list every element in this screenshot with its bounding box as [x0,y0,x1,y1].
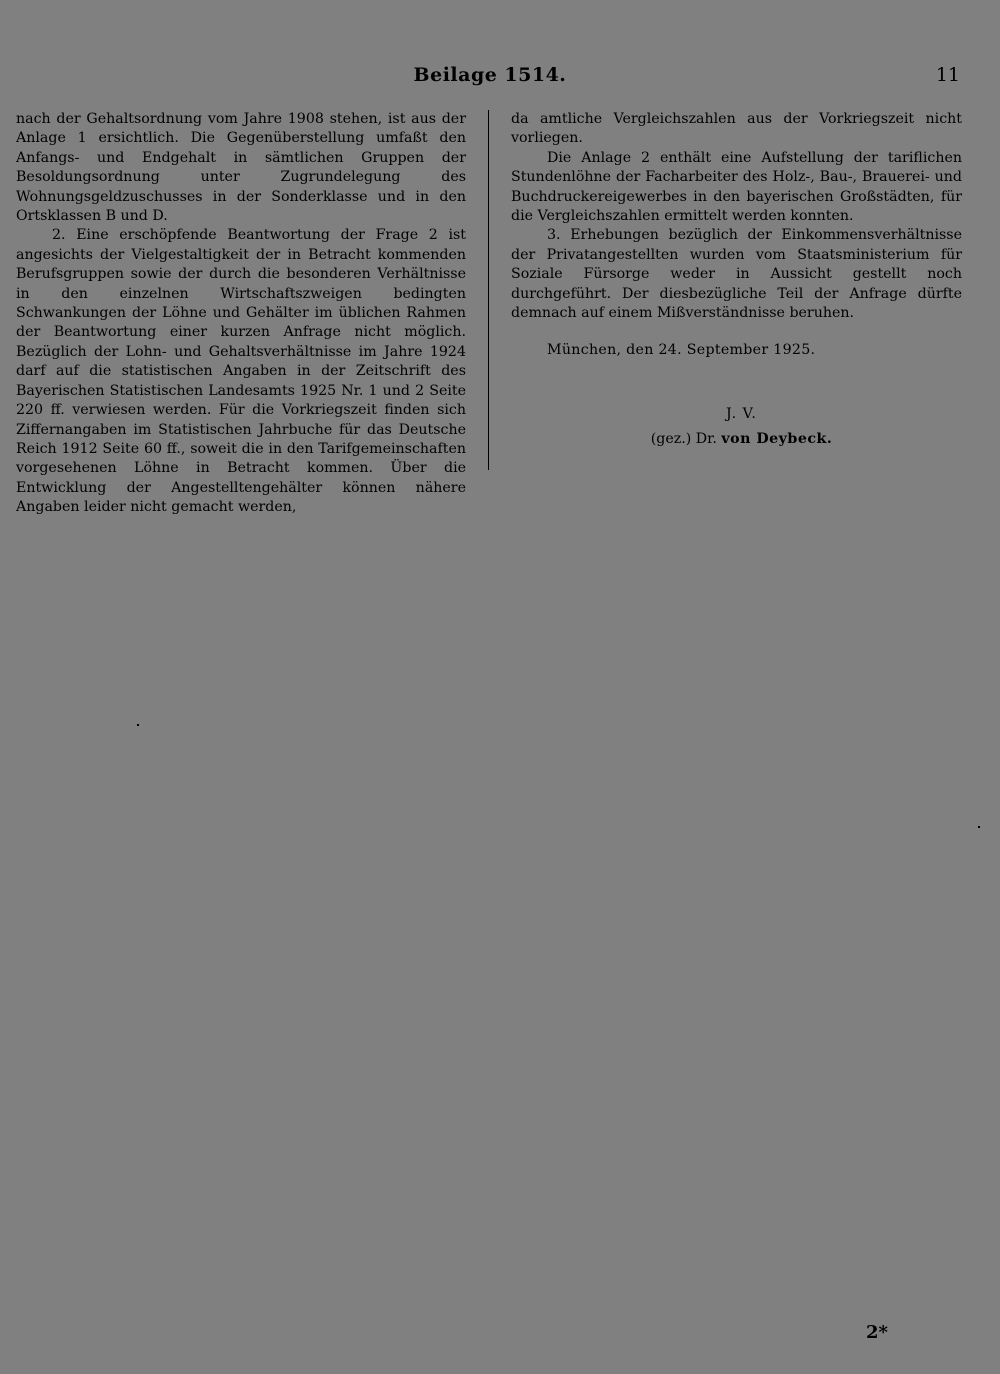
scan-speck [978,826,980,828]
right-column [511,110,962,450]
left-paragraph-1: nach der Gehaltsordnung vom Jahre 1908 stehen, ist aus der Anlage 1 ersichtlich. Die Gegenüberstellung umfaßt den Anfangs- und Endgehalt in sämtlichen Gruppen der Besoldungsordnung unter Zugrundelegung des Wohnungsgeldzuschusses in der Sonderklasse und in den Ortsklassen B und D. [16,111,466,225]
right-paragraph-3: 3. Erhebungen bezüglich der Einkommensverhältnisse der Privatangestellten wurden vom Staatsministerium für Soziale Fürsorge weder in Aussicht gestellt noch durchgeführt. Der diesbezügliche Teil der Anfrage dürfte demnach auf einem Mißverständnisse beruhen. [511,227,962,322]
sheet-mark: 2* [866,1322,888,1343]
right-paragraph-2: Die Anlage 2 enthält eine Aufstellung der tariflichen Stundenlöhne der Facharbeiter des Holz-, Bau-, Brauerei- und Buchdruckereigewerbes in den bayerischen Großstädten, für die Vergleichszahlen ermittelt werden konnten. [511,149,962,225]
signature-line [521,430,962,449]
document-title: Beilage 1514. [413,64,567,86]
left-paragraph-2: 2. Eine erschöpfende Beantwortung der Frage 2 ist angesichts der Vielgestaltigkeit der in Betracht kommenden Berufsgruppen sowie der durch die besonderen Verhältnisse in den einzelnen Wirtschaftszweigen bedingten Schwankungen der Löhne und Gehälter im üblichen Rahmen der Beantwortung einer kurzen Anfrage nicht möglich. Bezüglich der Lohn- und Gehaltsverhältnisse im Jahre 1924 darf auf die statistischen Angaben in der Zeitschrift des Bayerischen Statistischen Landesamts 1925 Nr. 1 und 2 Seite 220 ff. verwiesen werden. Für die Vorkriegszeit finden sich Ziffernangaben im Statistischen Jahrbuche für das Deutsche Reich 1912 Seite 60 ff., soweit die in den Tarifgemeinschaften vorgesehenen Löhne in Betracht kommen. Über die Entwicklung der Angestelltengehälter können nähere Angaben leider nicht gemacht werden, [16,227,466,516]
date-line: München, den 24. September 1925. [547,342,816,359]
scan-speck [137,724,139,726]
signature-name: von Deybeck. [721,431,833,448]
column-divider [488,110,489,470]
signature-block [511,405,962,450]
signature-prefix: (gez.) Dr. [650,431,717,448]
page-number: 11 [935,64,960,86]
signature-abbreviation: J. V. [726,405,757,422]
left-column [16,110,466,518]
right-paragraph-1: da amtliche Vergleichszahlen aus der Vorkriegszeit nicht vorliegen. [511,111,962,147]
